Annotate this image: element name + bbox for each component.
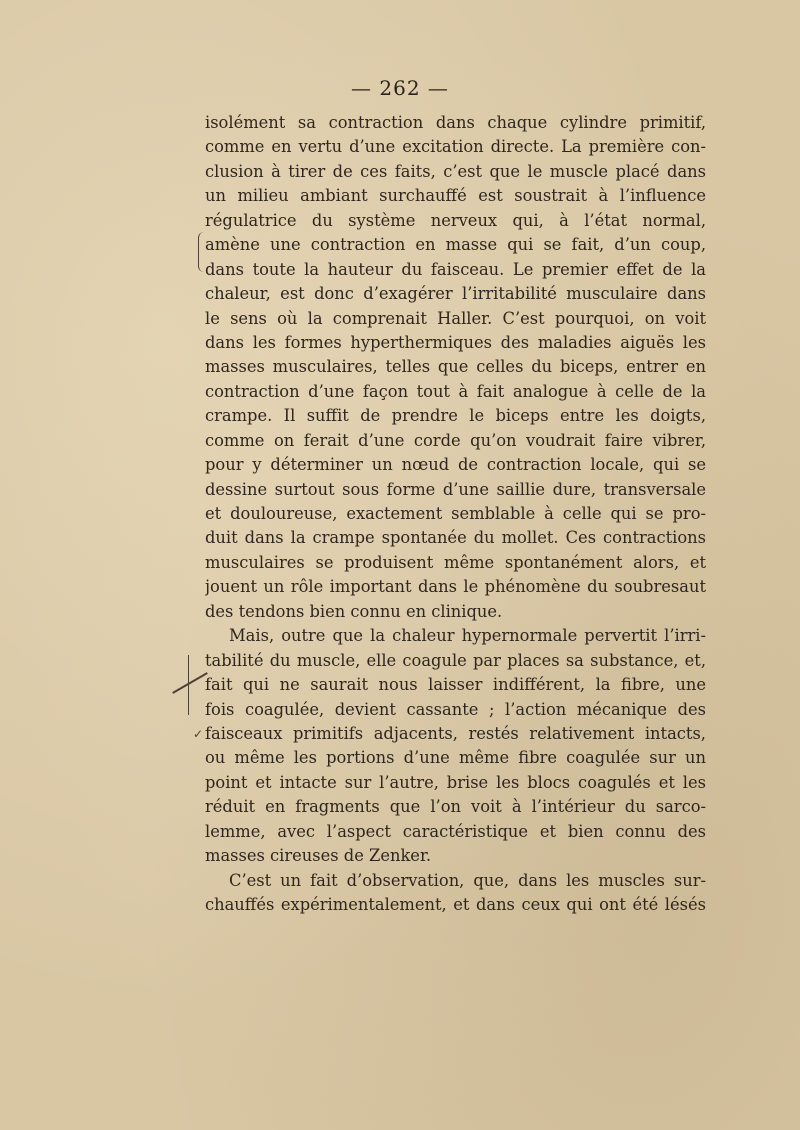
text-line: jouent un rôle important dans le phénomène du soubresaut (205, 577, 706, 597)
text-line: isolément sa contraction dans chaque cylindre primitif, (205, 113, 706, 132)
margin-bracket-mark (188, 655, 195, 715)
text-line: contraction d’une façon tout à fait analogue à celle de la (205, 381, 706, 401)
text-line: masses musculaires, telles que celles du biceps, entrer en (205, 357, 706, 377)
text-line: masses cireuses de Zenker. (205, 846, 432, 866)
text-line: dessine surtout sous forme d’une saillie dure, transversale (205, 479, 706, 499)
text-line: fait qui ne saurait nous laisser indifférent, la fibre, une (205, 675, 706, 695)
text-line: comme en vertu d’une excitation directe. La première con- (205, 137, 706, 157)
text-line: tabilité du muscle, elle coagule par places sa substance, et, (205, 650, 706, 670)
text-line: lemme, avec l’aspect caractéristique et bien connu des (205, 821, 706, 841)
text-line: dans les formes hyperthermiques des maladies aiguës les (205, 332, 706, 352)
text-line: comme on ferait d’une corde qu’on voudrait faire vibrer, (205, 430, 706, 450)
text-line: et douloureuse, exactement semblable à celle qui se pro- (205, 504, 706, 523)
text-line: chaleur, est donc d’exagérer l’irritabilité musculaire dans (205, 284, 706, 304)
text-line: crampe. Il suffit de prendre le biceps entre les doigts, (205, 406, 706, 426)
text-line: des tendons bien connu en clinique. (205, 601, 503, 621)
text-line: régulatrice du système nerveux qui, à l’état normal, (205, 210, 706, 230)
text-line: le sens où la comprenait Haller. C’est pourquoi, on voit (205, 308, 706, 328)
text-line: fois coagulée, devient cassante ; l’action mécanique des (205, 699, 706, 719)
text-line: amène une contraction en masse qui se fait, d’un coup, (205, 235, 706, 255)
text-line: clusion à tirer de ces faits, c’est que le muscle placé dans (205, 161, 706, 181)
text-line: ou même les portions d’une même fibre coagulée sur un (205, 748, 706, 768)
text-line: C’est un fait d’observation, que, dans les muscles sur- (229, 870, 706, 890)
text-line: dans toute la hauteur du faisceau. Le premier effet de la (205, 259, 706, 279)
margin-tick-mark: ✓ (193, 727, 204, 741)
margin-bracket-mark (198, 232, 209, 272)
text-line: faisceaux primitifs adjacents, restés relativement intacts, (205, 723, 706, 743)
text-line: un milieu ambiant surchauffé est soustrait à l’influence (205, 186, 706, 206)
text-line: chauffés expérimentalement, et dans ceux qui ont été lésés (205, 895, 706, 914)
text-line: réduit en fragments que l’on voit à l’intérieur du sarco- (205, 797, 706, 817)
text-line: point et intacte sur l’autre, brise les blocs coagulés et les (205, 772, 706, 792)
body-text (205, 111, 706, 917)
text-line: duit dans la crampe spontanée du mollet. Ces contractions (205, 528, 706, 548)
page-number: — 262 — (351, 76, 449, 100)
text-line: Mais, outre que la chaleur hypernormale pervertit l’irri- (229, 626, 706, 646)
text-line: pour y déterminer un nœud de contraction locale, qui se (205, 455, 706, 475)
text-line: musculaires se produisent même spontanément alors, et (205, 552, 706, 572)
